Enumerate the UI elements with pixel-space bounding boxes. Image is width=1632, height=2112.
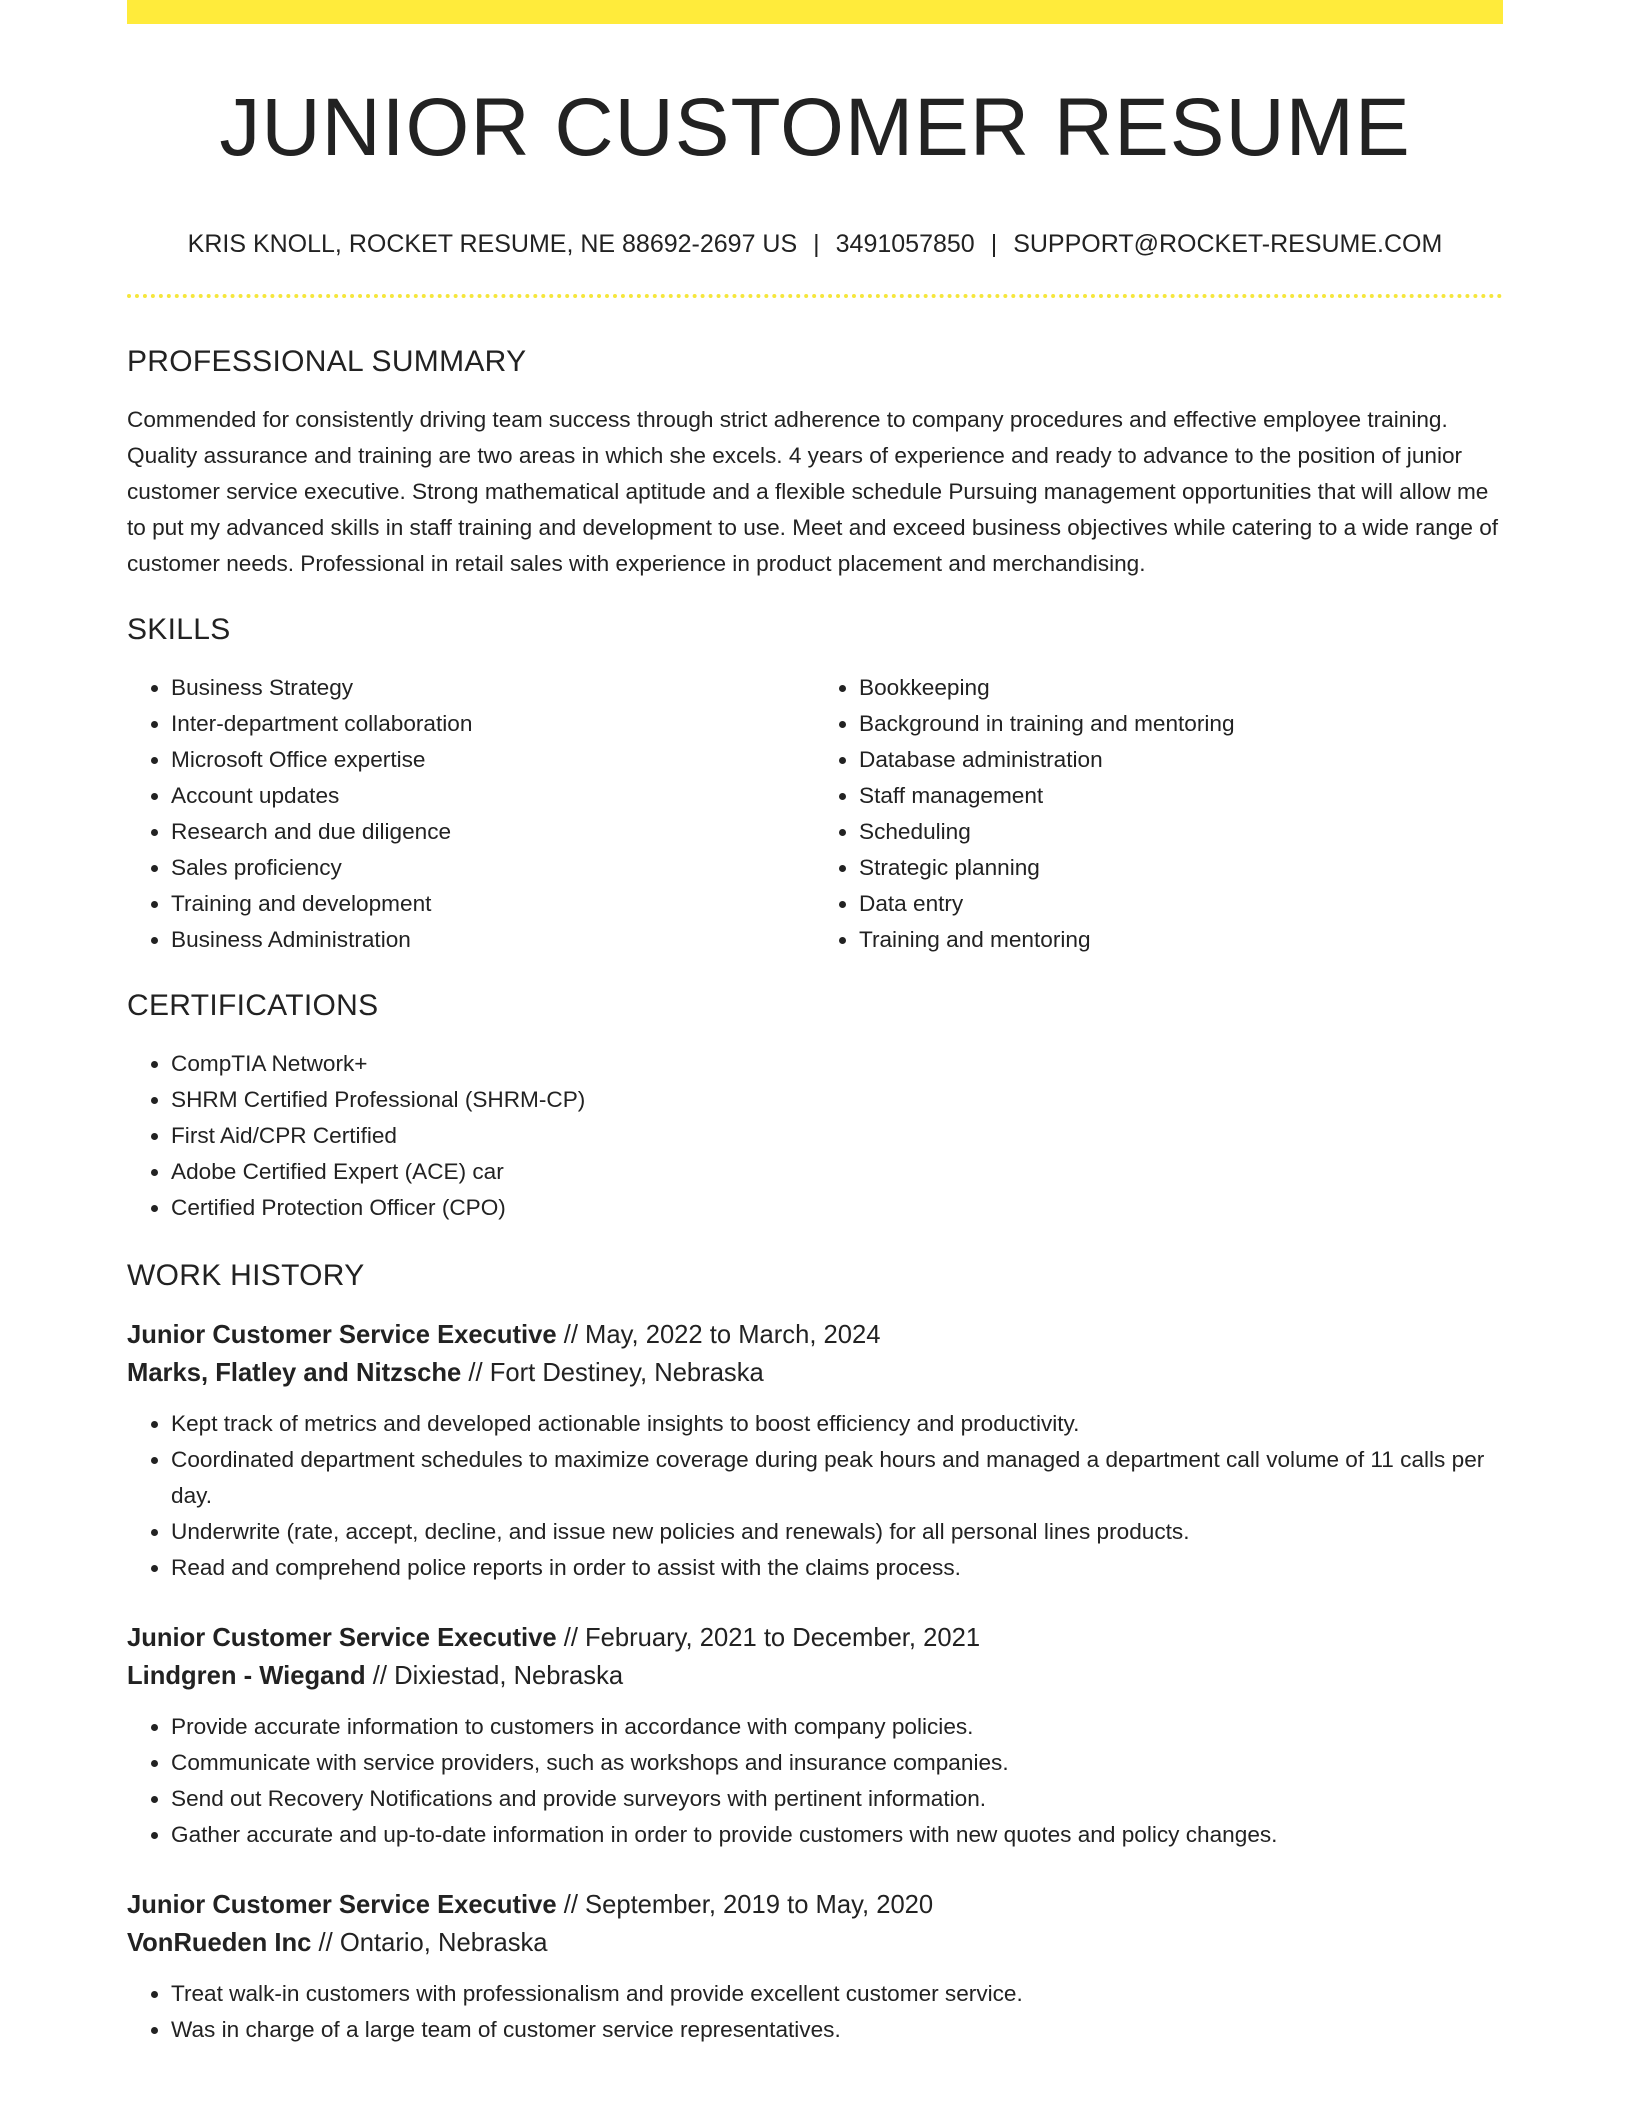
job-bullet: • Underwrite (rate, accept, decline, and issue new policies and renewals) for all personal lines products.	[171, 1514, 1503, 1550]
skill-item: • Bookkeeping	[859, 670, 1503, 706]
skill-item: • Background in training and mentoring	[859, 706, 1503, 742]
contact-email: SUPPORT@ROCKET-RESUME.COM	[1013, 230, 1443, 258]
job-location: // Dixiestad, Nebraska	[365, 1662, 624, 1690]
skill-item: • Training and mentoring	[859, 922, 1503, 958]
job-bullet: • Kept track of metrics and developed actionable insights to boost efficiency and productivity.	[171, 1406, 1503, 1442]
certification-item: • Certified Protection Officer (CPO)	[171, 1190, 1503, 1226]
job-bullet: • Coordinated department schedules to maximize coverage during peak hours and managed a department call volume of 11 calls per day.	[171, 1442, 1503, 1514]
job-company: VonRueden Inc	[127, 1929, 312, 1957]
certification-item: • Adobe Certified Expert (ACE) car	[171, 1154, 1503, 1190]
job-entry	[127, 1316, 1503, 1586]
contact-separator: |	[990, 230, 998, 258]
job-role-line	[127, 1886, 1503, 1924]
job-role-line	[127, 1619, 1503, 1657]
certification-item: • CompTIA Network+	[171, 1046, 1503, 1082]
certification-item: • SHRM Certified Professional (SHRM-CP)	[171, 1082, 1503, 1118]
dotted-divider	[127, 294, 1503, 298]
skill-item: • Account updates	[171, 778, 815, 814]
skill-item: • Inter-department collaboration	[171, 706, 815, 742]
job-bullet: • Gather accurate and up-to-date information in order to provide customers with new quotes and policy changes.	[171, 1817, 1503, 1853]
job-bullet: • Send out Recovery Notifications and provide surveyors with pertinent information.	[171, 1781, 1503, 1817]
skill-item: • Business Strategy	[171, 670, 815, 706]
skill-item: • Research and due diligence	[171, 814, 815, 850]
work-history-heading: WORK HISTORY	[127, 1259, 365, 1292]
job-company: Marks, Flatley and Nitzsche	[127, 1359, 462, 1387]
job-role: Junior Customer Service Executive	[127, 1891, 557, 1919]
job-bullet: • Provide accurate information to customers in accordance with company policies.	[171, 1709, 1503, 1745]
job-dates: // September, 2019 to May, 2020	[556, 1891, 934, 1919]
job-company-line	[127, 1354, 1503, 1392]
certifications-heading: CERTIFICATIONS	[127, 989, 379, 1022]
skill-item: • Data entry	[859, 886, 1503, 922]
job-bullet: • Read and comprehend police reports in order to assist with the claims process.	[171, 1550, 1503, 1586]
skill-item: • Strategic planning	[859, 850, 1503, 886]
job-role: Junior Customer Service Executive	[127, 1624, 557, 1652]
skill-item: • Business Administration	[171, 922, 815, 958]
job-bullet: • Treat walk-in customers with professionalism and provide excellent customer service.	[171, 1976, 1503, 2012]
job-role: Junior Customer Service Executive	[127, 1321, 557, 1349]
job-entry	[127, 1619, 1503, 1853]
summary-heading: PROFESSIONAL SUMMARY	[127, 345, 527, 378]
accent-bar	[127, 0, 1503, 24]
skills-list	[127, 670, 1503, 958]
job-bullets	[127, 1976, 1503, 2048]
skill-item: • Database administration	[859, 742, 1503, 778]
summary-text: Commended for consistently driving team success through strict adherence to company procedures and effective employee training. Quality assurance and training are two areas in which she excels. 4 years of experience and ready to advance to the position of junior customer service executive. Strong mathematical aptitude and a flexible schedule Pursuing management opportunities that will allow me to put my advanced skills in staff training and development to use. Meet and exceed business objectives while catering to a wide range of customer needs. Professional in retail sales with experience in product placement and merchandising.	[127, 407, 1499, 576]
job-dates: // February, 2021 to December, 2021	[556, 1624, 981, 1652]
job-location: // Fort Destiney, Nebraska	[461, 1359, 764, 1387]
skills-column-left	[127, 670, 815, 958]
certifications-list	[127, 1046, 1503, 1226]
contact-phone: 3491057850	[835, 230, 975, 258]
job-company-line	[127, 1657, 1503, 1695]
skill-item: • Scheduling	[859, 814, 1503, 850]
certification-item: • First Aid/CPR Certified	[171, 1118, 1503, 1154]
job-company: Lindgren - Wiegand	[127, 1662, 366, 1690]
contact-address: KRIS KNOLL, ROCKET RESUME, NE 88692-2697 US	[187, 230, 798, 258]
job-location: // Ontario, Nebraska	[311, 1929, 548, 1957]
job-bullet: • Communicate with service providers, such as workshops and insurance companies.	[171, 1745, 1503, 1781]
job-entry	[127, 1886, 1503, 2048]
job-company-line	[127, 1924, 1503, 1962]
job-dates: // May, 2022 to March, 2024	[556, 1321, 881, 1349]
skill-item: • Microsoft Office expertise	[171, 742, 815, 778]
job-bullet: • Was in charge of a large team of customer service representatives.	[171, 2012, 1503, 2048]
job-bullets	[127, 1406, 1503, 1586]
resume-page	[127, 0, 1503, 2048]
skill-item: • Sales proficiency	[171, 850, 815, 886]
skills-heading: SKILLS	[127, 613, 231, 646]
job-role-line	[127, 1316, 1503, 1354]
skill-item: • Training and development	[171, 886, 815, 922]
resume-title: JUNIOR CUSTOMER RESUME	[219, 82, 1411, 173]
contact-separator: |	[813, 230, 820, 258]
contact-line	[127, 228, 1503, 260]
skill-item: • Staff management	[859, 778, 1503, 814]
skills-column-right	[815, 670, 1503, 958]
job-bullets	[127, 1709, 1503, 1853]
